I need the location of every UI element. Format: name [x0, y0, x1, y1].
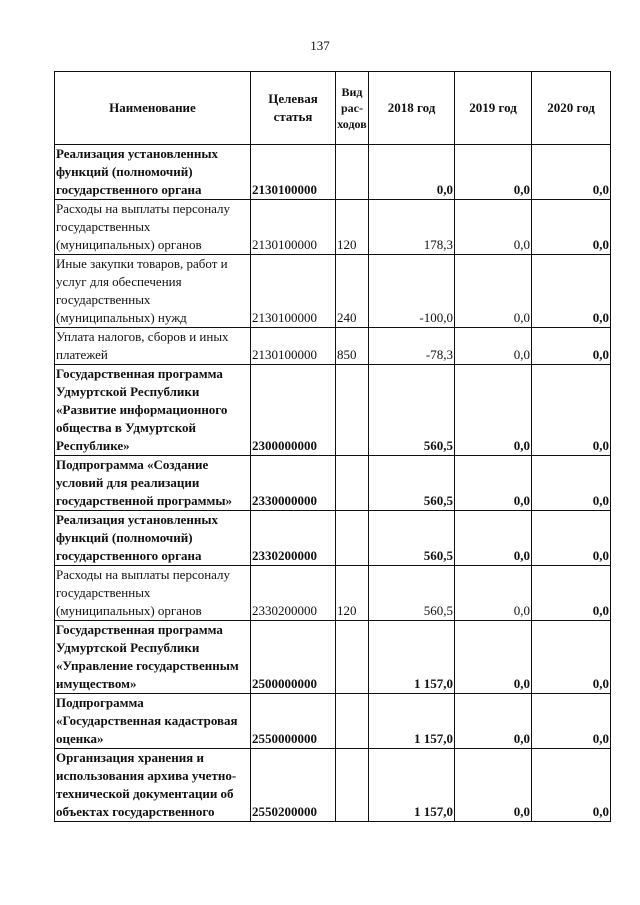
- row-name: Уплата налогов, сборов и иных платежей: [55, 328, 251, 365]
- row-target-article: 2330000000: [251, 456, 336, 511]
- row-name: Подпрограмма «Государственная кадастровая оценка»: [55, 694, 251, 749]
- row-value-2018: 1 157,0: [369, 694, 455, 749]
- row-value-2020: 0,0: [532, 621, 611, 694]
- row-value-2019: 0,0: [455, 566, 532, 621]
- row-target-article: 2330200000: [251, 566, 336, 621]
- budget-table: [54, 71, 611, 822]
- row-name: Государственная программа Удмуртской Республики «Развитие информационного общества в Удмуртской Республике»: [55, 365, 251, 456]
- row-name: Реализация установленных функций (полномочий) государственного органа: [55, 511, 251, 566]
- row-value-2019: 0,0: [455, 621, 532, 694]
- row-value-2018: 560,5: [369, 511, 455, 566]
- row-expense-type: 120: [336, 566, 369, 621]
- row-expense-type: [336, 621, 369, 694]
- row-name: Реализация установленных функций (полномочий) государственного органа: [55, 145, 251, 200]
- header-expense-type: Вид рас-ходов: [336, 72, 369, 145]
- table-row: [55, 328, 611, 365]
- header-2018: 2018 год: [369, 72, 455, 145]
- row-target-article: 2130100000: [251, 145, 336, 200]
- row-expense-type: 120: [336, 200, 369, 255]
- row-target-article: 2330200000: [251, 511, 336, 566]
- row-value-2019: 0,0: [455, 328, 532, 365]
- row-expense-type: [336, 694, 369, 749]
- table-header-row: [55, 72, 611, 145]
- row-value-2019: 0,0: [455, 145, 532, 200]
- table-row: [55, 365, 611, 456]
- table-row: [55, 511, 611, 566]
- row-target-article: 2550200000: [251, 749, 336, 822]
- row-value-2018: 560,5: [369, 566, 455, 621]
- row-value-2018: -100,0: [369, 255, 455, 328]
- row-value-2018: 560,5: [369, 456, 455, 511]
- row-value-2020: 0,0: [532, 328, 611, 365]
- table-row: [55, 145, 611, 200]
- row-value-2020: 0,0: [532, 694, 611, 749]
- row-value-2019: 0,0: [455, 749, 532, 822]
- row-target-article: 2130100000: [251, 200, 336, 255]
- row-value-2018: 1 157,0: [369, 749, 455, 822]
- row-name: Иные закупки товаров, работ и услуг для обеспечения государственных (муниципальных) нужд: [55, 255, 251, 328]
- row-expense-type: 850: [336, 328, 369, 365]
- row-value-2019: 0,0: [455, 200, 532, 255]
- row-name: Государственная программа Удмуртской Республики «Управление государственным имуществом»: [55, 621, 251, 694]
- row-expense-type: 240: [336, 255, 369, 328]
- row-expense-type: [336, 145, 369, 200]
- table-row: [55, 566, 611, 621]
- row-value-2020: 0,0: [532, 145, 611, 200]
- header-name: Наименование: [55, 72, 251, 145]
- table-row: [55, 456, 611, 511]
- header-2020: 2020 год: [532, 72, 611, 145]
- row-value-2018: 0,0: [369, 145, 455, 200]
- row-expense-type: [336, 456, 369, 511]
- row-value-2018: 1 157,0: [369, 621, 455, 694]
- row-value-2019: 0,0: [455, 694, 532, 749]
- table-row: [55, 621, 611, 694]
- row-name: Организация хранения и использования архива учетно-технической документации об объектах государственного: [55, 749, 251, 822]
- page-number: 137: [310, 38, 330, 53]
- row-value-2020: 0,0: [532, 566, 611, 621]
- header-2019: 2019 год: [455, 72, 532, 145]
- row-target-article: 2130100000: [251, 255, 336, 328]
- row-value-2020: 0,0: [532, 365, 611, 456]
- row-expense-type: [336, 749, 369, 822]
- row-target-article: 2300000000: [251, 365, 336, 456]
- row-expense-type: [336, 365, 369, 456]
- row-value-2020: 0,0: [532, 749, 611, 822]
- row-value-2019: 0,0: [455, 511, 532, 566]
- row-value-2018: 560,5: [369, 365, 455, 456]
- row-target-article: 2500000000: [251, 621, 336, 694]
- row-value-2019: 0,0: [455, 255, 532, 328]
- table-row: [55, 200, 611, 255]
- row-name: Расходы на выплаты персоналу государственных (муниципальных) органов: [55, 566, 251, 621]
- row-expense-type: [336, 511, 369, 566]
- row-value-2020: 0,0: [532, 200, 611, 255]
- header-target-article: Целевая статья: [251, 72, 336, 145]
- row-value-2020: 0,0: [532, 255, 611, 328]
- row-target-article: 2130100000: [251, 328, 336, 365]
- table-row: [55, 749, 611, 822]
- row-value-2018: 178,3: [369, 200, 455, 255]
- row-value-2019: 0,0: [455, 456, 532, 511]
- row-value-2019: 0,0: [455, 365, 532, 456]
- table-row: [55, 694, 611, 749]
- row-name: Подпрограмма «Создание условий для реализации государственной программы»: [55, 456, 251, 511]
- row-value-2020: 0,0: [532, 456, 611, 511]
- row-value-2018: -78,3: [369, 328, 455, 365]
- row-value-2020: 0,0: [532, 511, 611, 566]
- row-name: Расходы на выплаты персоналу государственных (муниципальных) органов: [55, 200, 251, 255]
- row-target-article: 2550000000: [251, 694, 336, 749]
- table-row: [55, 255, 611, 328]
